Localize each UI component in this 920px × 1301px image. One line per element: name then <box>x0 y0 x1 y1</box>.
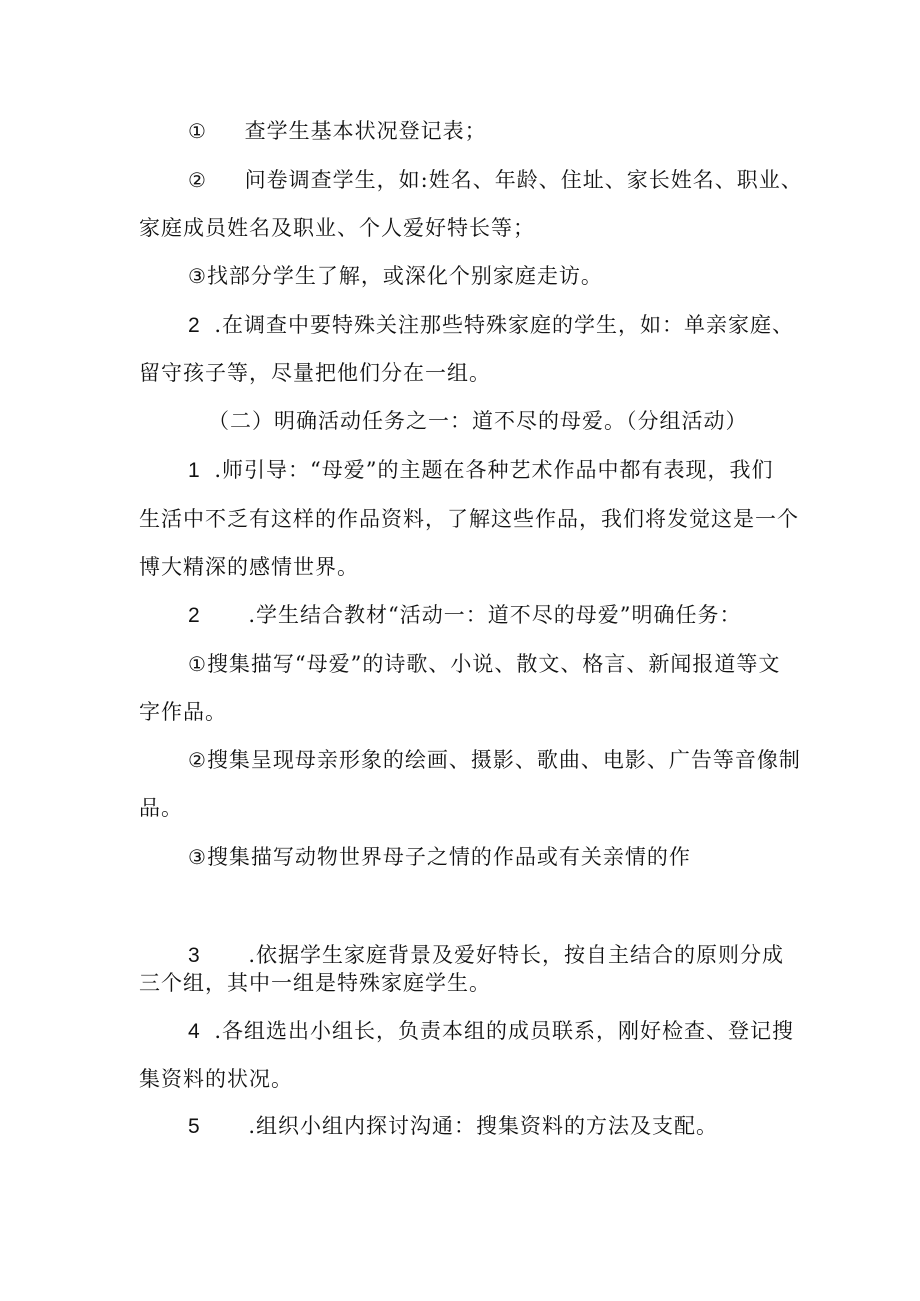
task-text: .师引导：“母爱”的主题在各种艺术作品中都有表现，我们 <box>214 458 774 482</box>
task-number: 5 <box>188 1115 201 1138</box>
item-text: 搜集呈现母亲形象的绘画、摄影、歌曲、电影、广告等音像制 <box>206 748 801 772</box>
task-1-continuation-2: 博大精深的感情世界。 <box>139 555 359 579</box>
step-2-continuation: 留守孩子等，尽量把他们分在一组。 <box>139 361 491 385</box>
step-text: .在调查中要特殊关注那些特殊家庭的学生，如：单亲家庭、 <box>214 313 795 337</box>
item-marker: ② <box>188 168 207 192</box>
item-marker: ③ <box>188 264 207 288</box>
task-4 <box>188 1016 794 1047</box>
task-text: .依据学生家庭背景及爱好特长，按自主结合的原则分成 <box>248 943 785 967</box>
item-marker: ① <box>188 652 207 676</box>
task-4-continuation: 集资料的状况。 <box>139 1067 293 1091</box>
item-marker: ③ <box>188 845 207 869</box>
item-marker: ① <box>188 119 207 143</box>
task-5 <box>188 1111 718 1142</box>
task-number: 2 <box>188 604 201 627</box>
item-marker: ② <box>188 748 207 772</box>
collect-item-2 <box>188 745 801 775</box>
task-number: 4 <box>188 1020 201 1043</box>
item-text: 找部分学生了解，或深化个别家庭走访。 <box>206 264 603 288</box>
collect-item-1 <box>188 649 780 679</box>
item-text: 搜集描写动物世界母子之情的作品或有关亲情的作 <box>206 845 691 869</box>
collect-item-3 <box>188 842 691 872</box>
task-1 <box>188 455 774 486</box>
task-number: 3 <box>188 944 201 967</box>
task-1-continuation-1: 生活中不乏有这样的作品资料，了解这些作品，我们将发觉这是一个 <box>139 507 799 531</box>
task-3-continuation: 三个组，其中一组是特殊家庭学生。 <box>139 971 491 995</box>
task-2 <box>188 600 742 631</box>
survey-item-3 <box>188 261 603 291</box>
collect-item-2-continuation: 品。 <box>139 796 183 820</box>
item-text: 搜集描写“母爱”的诗歌、小说、散文、格言、新闻报道等文 <box>206 652 781 676</box>
survey-item-2-continuation: 家庭成员姓名及职业、个人爱好特长等； <box>139 216 535 240</box>
survey-item-2 <box>188 165 803 195</box>
section-heading: （二）明确活动任务之一：道不尽的母爱。（分组活动） <box>208 409 748 433</box>
task-3 <box>188 940 784 971</box>
task-text: .各组选出小组长，负责本组的成员联系，刚好检查、登记搜 <box>214 1019 795 1043</box>
task-text: .学生结合教材“活动一：道不尽的母爱”明确任务： <box>248 603 742 627</box>
step-2 <box>188 310 794 341</box>
item-text: 查学生基本状况登记表； <box>244 119 487 143</box>
task-number: 1 <box>188 459 201 482</box>
item-text: 问卷调查学生，如:姓名、年龄、住址、家长姓名、职业、 <box>244 168 803 192</box>
step-number: 2 <box>188 314 201 337</box>
task-text: .组织小组内探讨沟通：搜集资料的方法及支配。 <box>248 1114 719 1138</box>
collect-item-1-continuation: 字作品。 <box>139 700 227 724</box>
survey-item-1 <box>188 116 487 146</box>
